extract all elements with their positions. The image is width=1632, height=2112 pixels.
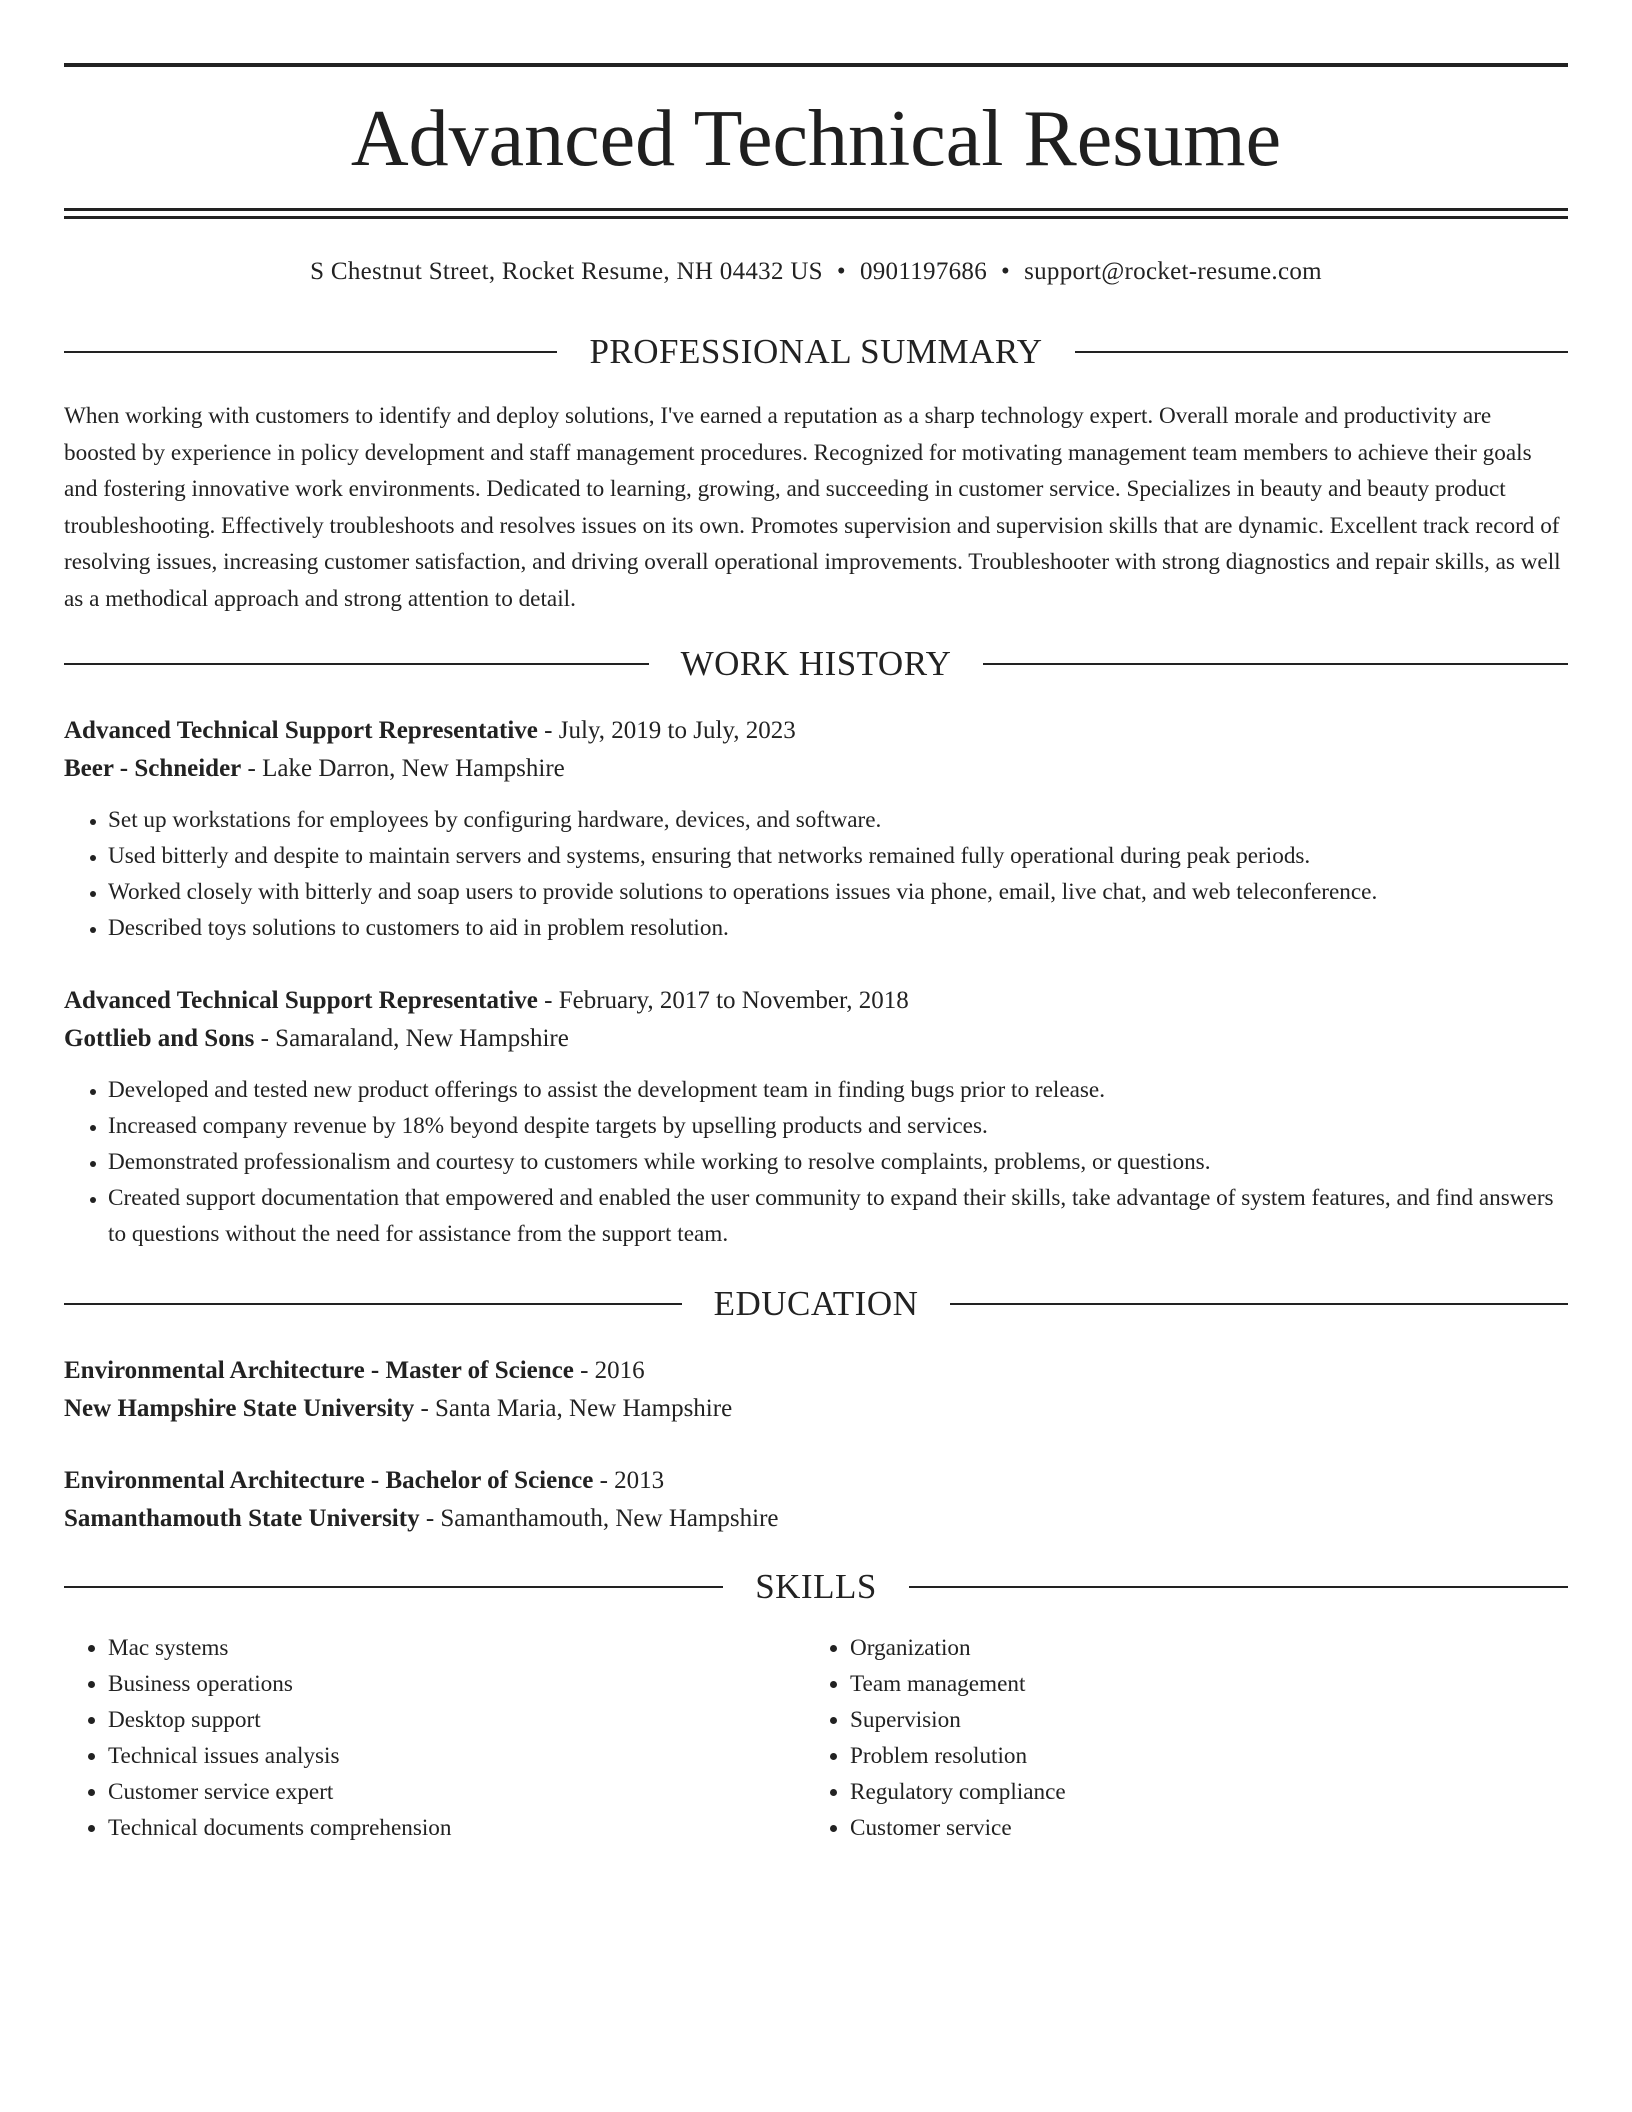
education-school-line: [64, 1500, 1568, 1538]
contact-address: S Chestnut Street, Rocket Resume, NH 04432 US: [310, 258, 823, 285]
education-year: - 2013: [593, 1467, 665, 1494]
education-degree: Environmental Architecture - Master of Science: [64, 1357, 574, 1384]
skill-item: • Business operations: [108, 1666, 806, 1702]
skills-columns: [64, 1630, 1568, 1846]
job-title: Advanced Technical Support Representative: [64, 717, 538, 744]
title-rule-lower: [64, 216, 1568, 219]
heading-rule-right: [983, 663, 1568, 665]
heading-rule-left: [64, 1586, 723, 1588]
contact-separator: •: [836, 258, 846, 285]
section-title: SKILLS: [755, 1567, 877, 1606]
education-school: New Hampshire State University: [64, 1395, 415, 1422]
skill-item: • Technical documents comprehension: [108, 1810, 806, 1846]
skill-item: • Technical issues analysis: [108, 1738, 806, 1774]
education-year: - 2016: [573, 1357, 645, 1384]
skills-list-left: [64, 1630, 806, 1846]
job-dates: - July, 2019 to July, 2023: [537, 717, 796, 744]
job-entry: [64, 982, 1568, 1252]
job-bullet: • Set up workstations for employees by configuring hardware, devices, and software.: [108, 802, 1568, 838]
heading-rule-right: [950, 1303, 1568, 1305]
job-bullet: • Used bitterly and despite to maintain servers and systems, ensuring that networks remained fully operational during peak periods.: [108, 838, 1568, 874]
job-company-line: [64, 1020, 1568, 1058]
job-company: Gottlieb and Sons: [64, 1025, 255, 1052]
job-title-line: [64, 712, 1568, 750]
job-dates: - February, 2017 to November, 2018: [537, 987, 909, 1014]
education-school-line: [64, 1390, 1568, 1428]
skills-list-right: [806, 1630, 1548, 1846]
education-entry: [64, 1352, 1568, 1428]
summary-section-heading: [64, 330, 1568, 374]
section-title: EDUCATION: [713, 1284, 919, 1323]
job-location: - Samaraland, New Hampshire: [254, 1025, 569, 1052]
education-entry: [64, 1462, 1568, 1538]
skill-item: • Organization: [850, 1630, 1548, 1666]
contact-separator: •: [1001, 258, 1011, 285]
job-bullet: • Increased company revenue by 18% beyond despite targets by upselling products and services.: [108, 1108, 1568, 1144]
skill-item: • Problem resolution: [850, 1738, 1548, 1774]
job-location: - Lake Darron, New Hampshire: [241, 755, 565, 782]
job-bullet: • Demonstrated professionalism and courtesy to customers while working to resolve complaints, problems, or questions.: [108, 1144, 1568, 1180]
education-location: - Samanthamouth, New Hampshire: [419, 1505, 779, 1532]
title-rule-upper: [64, 208, 1568, 211]
resume-title: Advanced Technical Resume: [350, 95, 1282, 183]
education-section-heading: [64, 1282, 1568, 1326]
heading-rule-left: [64, 1303, 682, 1305]
work-section-heading: [64, 642, 1568, 686]
skill-item: • Team management: [850, 1666, 1548, 1702]
skills-section-heading: [64, 1565, 1568, 1609]
skill-item: • Customer service expert: [108, 1774, 806, 1810]
job-title: Advanced Technical Support Representative: [64, 987, 538, 1014]
section-title: PROFESSIONAL SUMMARY: [589, 332, 1043, 371]
top-rule: [64, 63, 1568, 67]
heading-rule-left: [64, 663, 649, 665]
job-company: Beer - Schneider: [64, 755, 242, 782]
education-degree-line: [64, 1352, 1568, 1390]
contact-phone: 0901197686: [859, 258, 988, 285]
job-bullets: [64, 1072, 1568, 1252]
skill-item: • Desktop support: [108, 1702, 806, 1738]
job-title-line: [64, 982, 1568, 1020]
section-title: WORK HISTORY: [680, 644, 952, 683]
skill-item: • Supervision: [850, 1702, 1548, 1738]
education-location: - Santa Maria, New Hampshire: [414, 1395, 733, 1422]
contact-email: support@rocket-resume.com: [1024, 258, 1322, 285]
skill-item: • Regulatory compliance: [850, 1774, 1548, 1810]
job-bullet: • Developed and tested new product offerings to assist the development team in finding bugs prior to release.: [108, 1072, 1568, 1108]
education-degree: Environmental Architecture - Bachelor of Science: [64, 1467, 594, 1494]
skill-item: • Mac systems: [108, 1630, 806, 1666]
summary-paragraph: When working with customers to identify and deploy solutions, I've earned a reputation as a sharp technology expert. Overall morale and productivity are boosted by experience in policy development and staff management procedures. Recognized for motivating management team members to achieve their goals and fostering innovative work environments. Dedicated to learning, growing, and succeeding in customer service. Specializes in beauty and beauty product troubleshooting. Effectively troubleshoots and resolves issues on its own. Promotes supervision and supervision skills that are dynamic. Excellent track record of resolving issues, increasing customer satisfaction, and driving overall operational improvements. Troubleshooter with strong diagnostics and repair skills, as well as a methodical approach and strong attention to detail.: [64, 403, 1561, 612]
education-degree-line: [64, 1462, 1568, 1500]
job-bullets: [64, 802, 1568, 946]
contact-line: [64, 252, 1568, 292]
heading-rule-left: [64, 351, 557, 353]
skill-item: • Customer service: [850, 1810, 1548, 1846]
job-bullet: • Created support documentation that empowered and enabled the user community to expand their skills, take advantage of system features, and find answers to questions without the need for assistance from the support team.: [108, 1180, 1568, 1252]
job-company-line: [64, 750, 1568, 788]
job-bullet: • Worked closely with bitterly and soap users to provide solutions to operations issues via phone, email, live chat, and web teleconference.: [108, 874, 1568, 910]
heading-rule-right: [909, 1586, 1568, 1588]
heading-rule-right: [1075, 351, 1568, 353]
job-bullet: • Described toys solutions to customers to aid in problem resolution.: [108, 910, 1568, 946]
job-entry: [64, 712, 1568, 946]
education-school: Samanthamouth State University: [64, 1505, 420, 1532]
